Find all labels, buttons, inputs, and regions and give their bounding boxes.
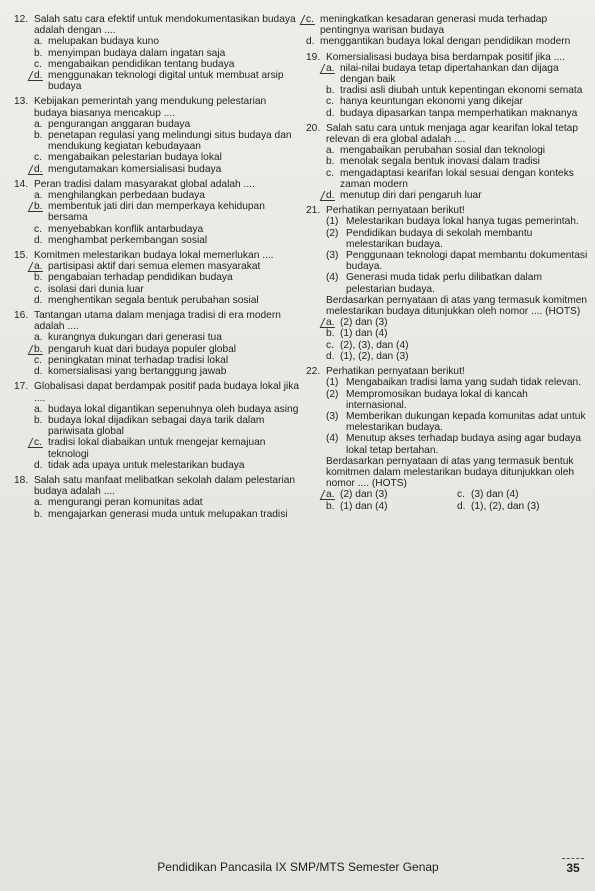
option-a[interactable]: a. (2) dan (3): [326, 317, 388, 329]
option-d[interactable]: d. budaya dipasarkan tanpa memperhatikan maknanya: [326, 107, 578, 119]
question-12: [14, 14, 302, 92]
question-18: [14, 475, 302, 520]
question-number: 14.: [14, 178, 29, 190]
statement-3: (3) Penggunaan teknologi dapat membantu dokumentasi budaya.: [326, 250, 588, 273]
option-c[interactable]: c. tradisi lokal diabaikan untuk mengejar kemajuan teknologi: [34, 437, 266, 460]
option-d[interactable]: d. menghambat perkembangan sosial: [34, 234, 208, 246]
option-c[interactable]: c. mengabaikan pendidikan tentang budaya: [34, 58, 235, 70]
option-a[interactable]: a. mengabaikan perubahan sosial dan teknologi: [326, 145, 546, 157]
question-stem: Salah satu manfaat melibatkan sekolah dalam pelestarian budaya adalah ....: [34, 474, 296, 498]
option-a[interactable]: a. menghilangkan perbedaan budaya: [34, 190, 205, 202]
check-mark-icon: a.: [34, 261, 48, 272]
option-a[interactable]: a. partisipasi aktif dari semua elemen masyarakat: [34, 261, 261, 273]
question-number: 22.: [306, 366, 321, 378]
option-d[interactable]: d. menutup diri dari pengaruh luar: [326, 190, 482, 202]
check-mark-icon: c.: [306, 14, 320, 36]
option-a[interactable]: a. (2) dan (3): [326, 489, 388, 501]
statement-4: (4) Generasi muda tidak perlu dilibatkan dalam pelestarian budaya.: [326, 272, 542, 295]
check-mark-icon: d.: [326, 190, 340, 201]
option-c[interactable]: c. hanya keuntungan ekonomi yang dikejar: [326, 96, 523, 108]
option-b[interactable]: b. (1) dan (4): [326, 328, 388, 340]
option-b[interactable]: b. (1) dan (4): [326, 500, 388, 512]
question-stem: Perhatikan pernyataan berikut!: [326, 366, 465, 378]
option-a[interactable]: a. nilai-nilai budaya tetap dipertahankan dan dijaga dengan baik: [326, 62, 559, 86]
question-16: [14, 310, 302, 377]
option-c[interactable]: c. meningkatkan kesadaran generasi muda terhadap pentingnya warisan budaya: [306, 14, 548, 37]
option-b[interactable]: b. budaya lokal dijadikan sebagai daya tarik dalam pariwisata global: [34, 414, 265, 438]
statement-2: (2) Mempromosikan budaya lokal di kancah internasional.: [326, 388, 528, 411]
question-stem: Tantangan utama dalam menjaga tradisi di era modern adalah ....: [34, 310, 281, 333]
option-d[interactable]: d. komersialisasi yang bertanggung jawab: [34, 366, 227, 378]
question-number: 12.: [14, 14, 29, 25]
option-c[interactable]: c. peningkatan minat terhadap tradisi lokal: [34, 354, 229, 366]
question-number: 13.: [14, 96, 29, 108]
question-15: [14, 250, 302, 306]
question-stem: Peran tradisi dalam masyarakat global adalah ....: [34, 178, 255, 190]
option-b[interactable]: b. pengabaian terhadap pendidikan budaya: [34, 272, 233, 284]
question-17: [14, 381, 302, 471]
check-mark-icon: c.: [34, 437, 48, 459]
check-mark-icon: a.: [326, 317, 340, 328]
check-mark-icon: a.: [326, 489, 340, 500]
question-stem: Globalisasi dapat berdampak positif pada budaya lokal jika ....: [34, 381, 300, 404]
question-21: [306, 205, 588, 362]
question-stem: Komersialisasi budaya bisa berdampak positif jika ....: [326, 51, 565, 63]
option-d[interactable]: d. (1), (2), dan (3): [326, 350, 409, 362]
statement-3: (3) Memberikan dukungan kepada komunitas adat untuk melestarikan budaya.: [326, 410, 586, 434]
check-mark-icon: b.: [34, 201, 48, 223]
question-prompt: Berdasarkan pernyataan di atas yang termasuk bentuk komitmen dalam melestarikan budaya ditunjukkan oleh nomor .... (HOTS): [326, 455, 575, 490]
question-12-continued: [306, 14, 588, 48]
option-a[interactable]: a. melupakan budaya kuno: [34, 36, 160, 48]
question-stem: Komitmen melestarikan budaya lokal memerlukan ....: [34, 250, 274, 262]
option-b[interactable]: b. penetapan regulasi yang melindungi situs budaya dan mendukung kegiatan kebudayaan: [34, 130, 292, 153]
option-c[interactable]: c. isolasi dari dunia luar: [34, 283, 144, 295]
option-b[interactable]: b. membentuk jati diri dan memperkaya kehidupan bersama: [34, 201, 265, 224]
option-c[interactable]: c. (3) dan (4): [457, 489, 519, 501]
option-a[interactable]: a. pengurangan anggaran budaya: [34, 118, 191, 130]
question-stem: Salah satu cara efektif untuk mendokumentasikan budaya adalah dengan ....: [34, 14, 296, 37]
question-number: 19.: [306, 51, 321, 63]
option-c[interactable]: c. menyebabkan konflik antarbudaya: [34, 223, 204, 235]
option-b[interactable]: b. menolak segala bentuk inovasi dalam tradisi: [326, 156, 540, 168]
page-footer: [34, 856, 584, 878]
option-b[interactable]: b. mengajarkan generasi muda untuk melupakan tradisi: [34, 508, 288, 520]
question-number: 20.: [306, 122, 321, 134]
option-d[interactable]: d. tidak ada upaya untuk melestarikan budaya: [34, 459, 245, 471]
question-13: [14, 96, 302, 174]
right-column: [306, 14, 588, 516]
check-mark-icon: b.: [34, 344, 48, 355]
option-b[interactable]: b. pengaruh kuat dari budaya populer global: [34, 343, 237, 355]
option-d[interactable]: d. menggantikan budaya lokal dengan pendidikan modern: [306, 36, 571, 48]
statement-4: (4) Menutup akses terhadap budaya asing agar budaya lokal tetap bertahan.: [326, 433, 582, 456]
left-column: [14, 14, 302, 524]
question-stem: Kebijakan pemerintah yang mendukung pelestarian budaya biasanya mencakup ....: [34, 96, 267, 119]
question-14: [14, 179, 302, 246]
option-a[interactable]: a. budaya lokal digantikan sepenuhnya oleh budaya asing: [34, 403, 299, 415]
option-c[interactable]: c. (2), (3), dan (4): [326, 339, 409, 351]
page-number: 35: [562, 858, 584, 877]
question-stem: Perhatikan pernyataan berikut!: [326, 205, 465, 217]
question-number: 15.: [14, 250, 29, 262]
option-a[interactable]: a. mengurangi peran komunitas adat: [34, 497, 203, 509]
option-d[interactable]: d. menghentikan segala bentuk perubahan sosial: [34, 294, 259, 306]
option-b[interactable]: b. menyimpan budaya dalam ingatan saja: [34, 47, 226, 59]
question-22: [306, 366, 588, 512]
option-c[interactable]: c. mengabaikan pelestarian budaya lokal: [34, 152, 222, 164]
check-mark-icon: d.: [34, 70, 48, 92]
question-number: 21.: [306, 205, 321, 217]
question-19: [306, 52, 588, 119]
option-a[interactable]: a. kurangnya dukungan dari generasi tua: [34, 332, 222, 344]
statement-1: (1) Melestarikan budaya lokal hanya tugas pemerintah.: [326, 216, 579, 228]
footer-title: Pendidikan Pancasila IX SMP/MTS Semester Genap: [157, 860, 439, 874]
option-d[interactable]: d. mengutamakan komersialisasi budaya: [34, 163, 222, 175]
question-number: 16.: [14, 310, 29, 322]
question-number: 18.: [14, 474, 29, 486]
question-20: [306, 123, 588, 201]
option-d[interactable]: d. (1), (2), dan (3): [457, 500, 540, 512]
check-mark-icon: a.: [326, 63, 340, 85]
question-number: 17.: [14, 381, 29, 393]
statement-1: (1) Mengabaikan tradisi lama yang sudah tidak relevan.: [326, 377, 582, 389]
statement-2: (2) Pendidikan budaya di sekolah membantu melestarikan budaya.: [326, 227, 533, 250]
option-c[interactable]: c. mengadaptasi kearifan lokal sesuai dengan konteks zaman modern: [326, 167, 574, 190]
option-d[interactable]: d. menggunakan teknologi digital untuk membuat arsip budaya: [34, 70, 284, 93]
check-mark-icon: d.: [34, 164, 48, 175]
question-stem: Salah satu cara untuk menjaga agar kearifan lokal tetap relevan di era global adalah ....: [326, 122, 579, 146]
option-b[interactable]: b. tradisi asli diubah untuk kepentingan ekonomi semata: [326, 85, 583, 97]
question-prompt: Berdasarkan pernyataan di atas yang termasuk komitmen melestarikan budaya ditunjukkan oleh nomor .... (HOTS): [326, 294, 588, 318]
